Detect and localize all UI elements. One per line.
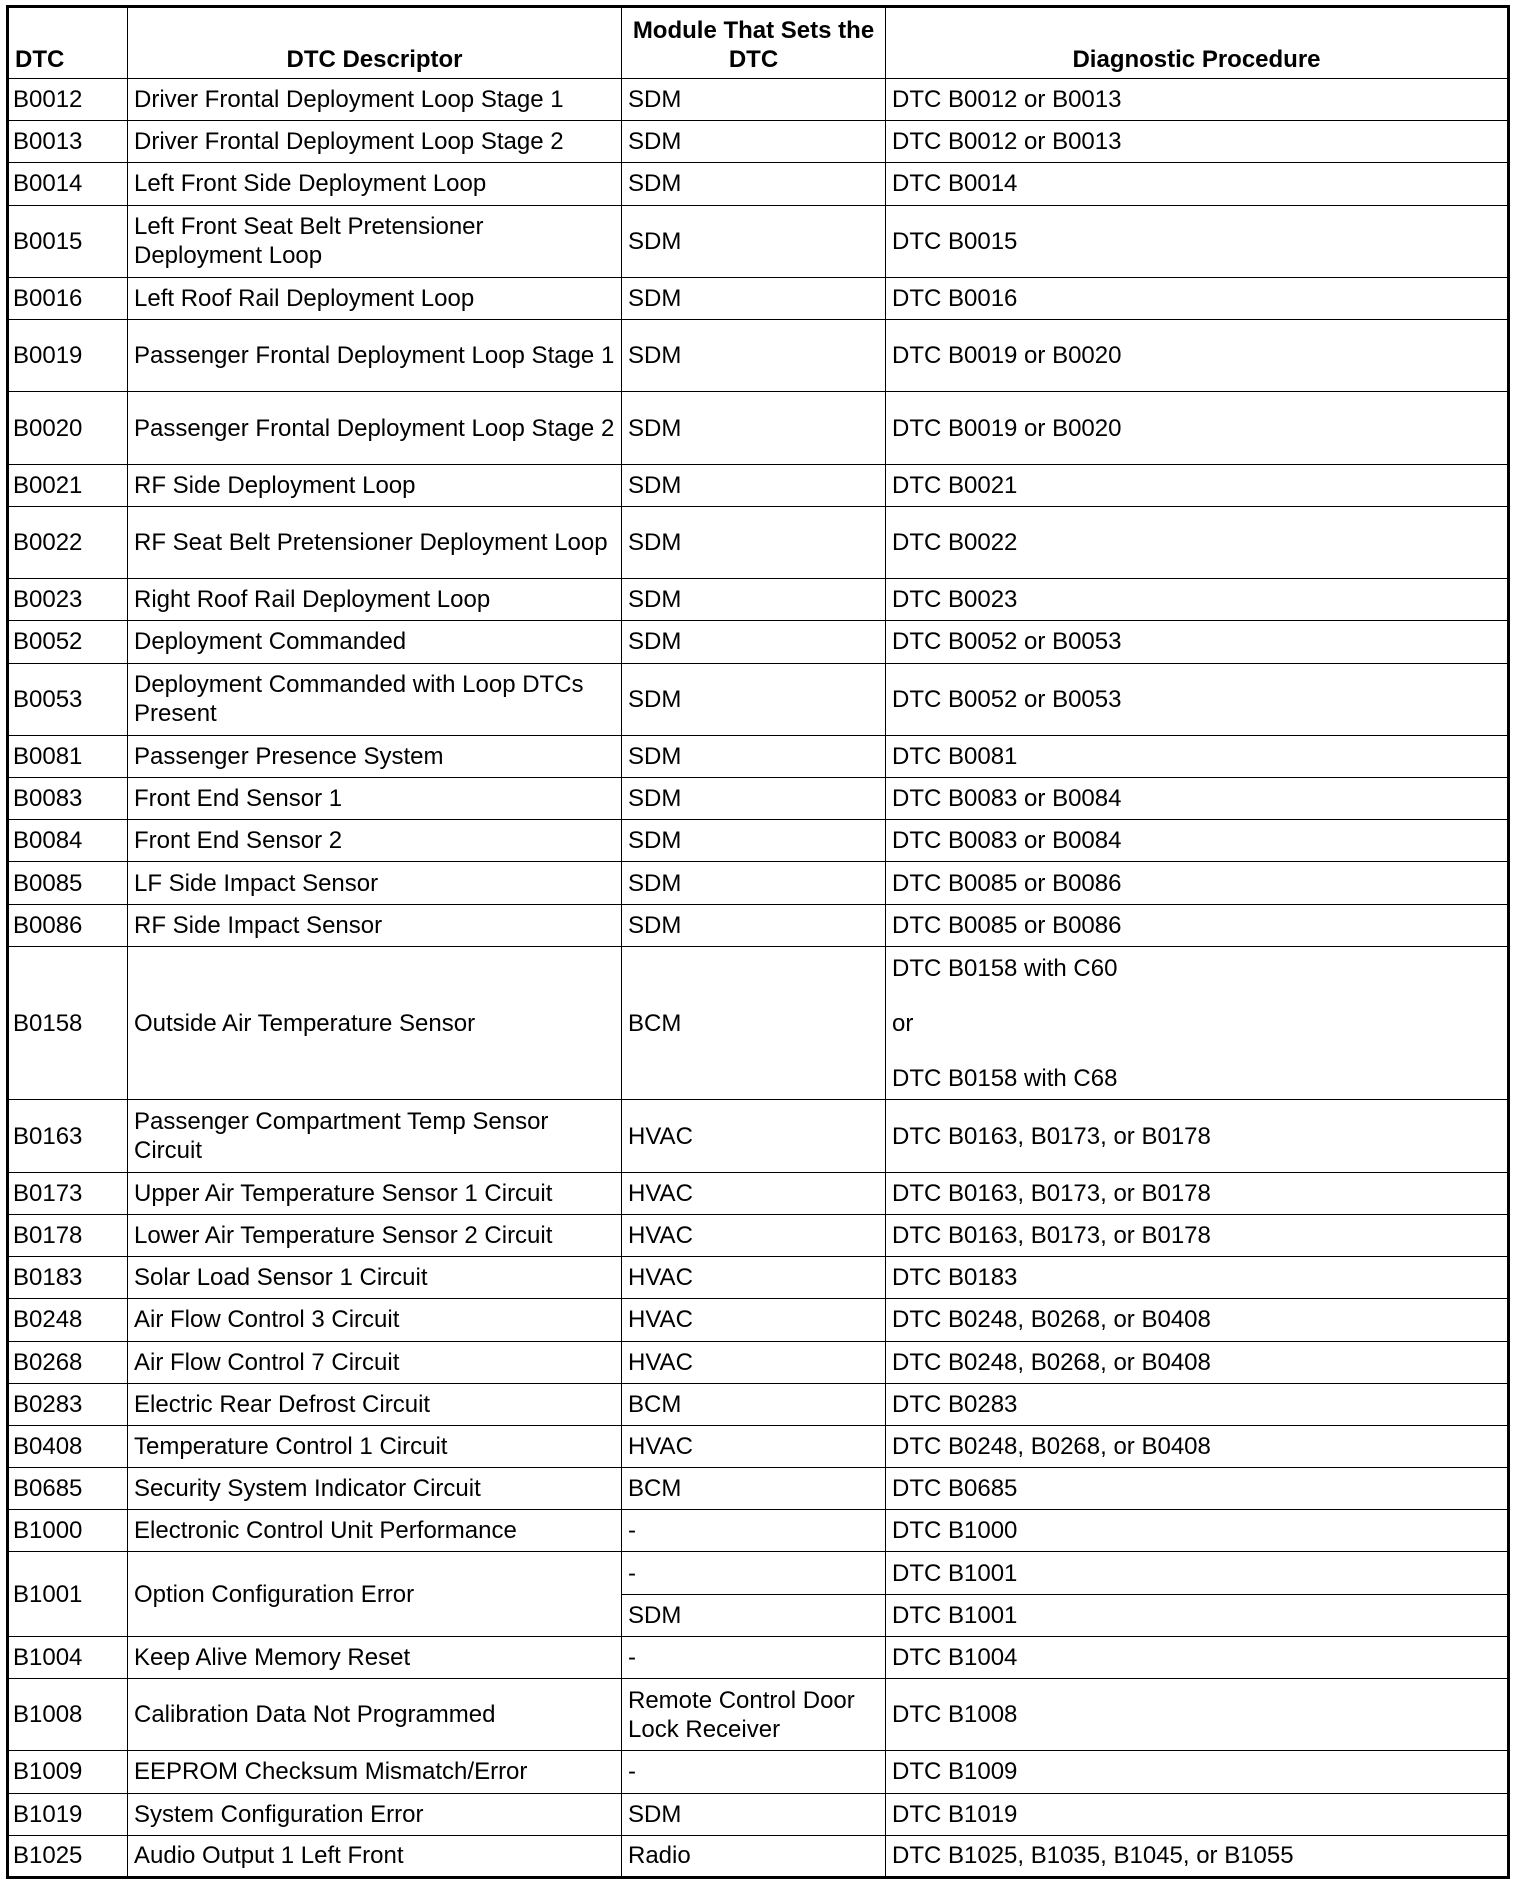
diagnostic-procedure: DTC B0248, B0268, or B0408 (886, 1299, 1509, 1341)
dtc-code: B0012 (8, 79, 128, 121)
dtc-descriptor: Outside Air Temperature Sensor (128, 946, 622, 1100)
dtc-code: B0084 (8, 820, 128, 862)
diagnostic-procedure: DTC B1009 (886, 1751, 1509, 1793)
dtc-code: B0173 (8, 1172, 128, 1214)
diagnostic-procedure: DTC B0015 (886, 205, 1509, 277)
table-row (8, 1214, 1509, 1256)
diagnostic-procedure: DTC B0083 or B0084 (886, 778, 1509, 820)
dtc-code: B0248 (8, 1299, 128, 1341)
dtc-descriptor: Lower Air Temperature Sensor 2 Circuit (128, 1214, 622, 1256)
table-row (8, 621, 1509, 663)
table-row (8, 79, 1509, 121)
module: SDM (622, 392, 886, 464)
dtc-descriptor: Solar Load Sensor 1 Circuit (128, 1257, 622, 1299)
table-row (8, 820, 1509, 862)
diagnostic-procedure: DTC B1025, B1035, B1045, or B1055 (886, 1835, 1509, 1877)
table-row (8, 1751, 1509, 1793)
dtc-descriptor: Passenger Frontal Deployment Loop Stage 2 (128, 392, 622, 464)
module: SDM (622, 320, 886, 392)
dtc-descriptor: Audio Output 1 Left Front (128, 1835, 622, 1877)
dtc-descriptor: RF Seat Belt Pretensioner Deployment Loop (128, 506, 622, 578)
table-row (8, 1425, 1509, 1467)
header-row (8, 7, 1509, 79)
dtc-descriptor: Keep Alive Memory Reset (128, 1636, 622, 1678)
dtc-descriptor: Security System Indicator Circuit (128, 1468, 622, 1510)
table-row (8, 163, 1509, 205)
module: SDM (622, 506, 886, 578)
dtc-code: B0053 (8, 663, 128, 735)
dtc-descriptor: Front End Sensor 1 (128, 778, 622, 820)
diagnostic-procedure: DTC B0685 (886, 1468, 1509, 1510)
dtc-code: B0052 (8, 621, 128, 663)
diagnostic-procedure: DTC B1001 (886, 1552, 1509, 1594)
module: SDM (622, 663, 886, 735)
module: HVAC (622, 1425, 886, 1467)
dtc-descriptor: Left Front Seat Belt Pretensioner Deployment Loop (128, 205, 622, 277)
procedure-line: DTC B0158 with C60 (892, 954, 1118, 982)
diagnostic-procedure: DTC B1001 (886, 1594, 1509, 1636)
module: SDM (622, 735, 886, 777)
table-row (8, 778, 1509, 820)
dtc-code: B0178 (8, 1214, 128, 1256)
table-row (8, 1341, 1509, 1383)
diagnostic-procedure: DTC B0163, B0173, or B0178 (886, 1172, 1509, 1214)
diagnostic-procedure: DTC B1019 (886, 1793, 1509, 1835)
dtc-descriptor: RF Side Impact Sensor (128, 904, 622, 946)
diagnostic-procedure: DTC B0081 (886, 735, 1509, 777)
table-row (8, 1793, 1509, 1835)
dtc-code: B0081 (8, 735, 128, 777)
header-module: Module That Sets the DTC (622, 7, 886, 79)
dtc-code: B0685 (8, 1468, 128, 1510)
dtc-descriptor: Right Roof Rail Deployment Loop (128, 579, 622, 621)
module: SDM (622, 579, 886, 621)
dtc-descriptor: Driver Frontal Deployment Loop Stage 2 (128, 121, 622, 163)
dtc-descriptor: Front End Sensor 2 (128, 820, 622, 862)
module: Remote Control Door Lock Receiver (622, 1679, 886, 1751)
module: - (622, 1552, 886, 1594)
table-row (8, 1468, 1509, 1510)
dtc-descriptor: Electronic Control Unit Performance (128, 1510, 622, 1552)
table-row (8, 506, 1509, 578)
header-dtc: DTC (8, 7, 128, 79)
header-descriptor: DTC Descriptor (128, 7, 622, 79)
dtc-descriptor: Passenger Frontal Deployment Loop Stage 1 (128, 320, 622, 392)
dtc-code: B1001 (8, 1552, 128, 1636)
table-row (8, 1552, 1509, 1594)
diagnostic-procedure: DTC B0022 (886, 506, 1509, 578)
dtc-code: B0023 (8, 579, 128, 621)
dtc-code: B1000 (8, 1510, 128, 1552)
module: HVAC (622, 1257, 886, 1299)
procedure-line: DTC B0158 with C68 (892, 1064, 1118, 1092)
dtc-code: B0020 (8, 392, 128, 464)
dtc-descriptor: RF Side Deployment Loop (128, 464, 622, 506)
table-row (8, 205, 1509, 277)
table-row (8, 121, 1509, 163)
diagnostic-procedure: DTC B0052 or B0053 (886, 621, 1509, 663)
dtc-code: B0016 (8, 277, 128, 319)
dtc-code: B1025 (8, 1835, 128, 1877)
table-row (8, 277, 1509, 319)
dtc-descriptor: Left Front Side Deployment Loop (128, 163, 622, 205)
module: HVAC (622, 1341, 886, 1383)
module: - (622, 1510, 886, 1552)
diagnostic-procedure: DTC B0085 or B0086 (886, 862, 1509, 904)
dtc-descriptor: Air Flow Control 7 Circuit (128, 1341, 622, 1383)
diagnostic-procedure: DTC B0248, B0268, or B0408 (886, 1341, 1509, 1383)
module: SDM (622, 778, 886, 820)
dtc-descriptor: Passenger Compartment Temp Sensor Circuit (128, 1100, 622, 1172)
dtc-code: B0163 (8, 1100, 128, 1172)
module: SDM (622, 121, 886, 163)
dtc-code: B0013 (8, 121, 128, 163)
module: SDM (622, 464, 886, 506)
dtc-descriptor: Air Flow Control 3 Circuit (128, 1299, 622, 1341)
table-row (8, 392, 1509, 464)
module: - (622, 1636, 886, 1678)
module: - (622, 1751, 886, 1793)
dtc-code: B1009 (8, 1751, 128, 1793)
table-row (8, 1100, 1509, 1172)
diagnostic-procedure: DTC B0052 or B0053 (886, 663, 1509, 735)
module: Radio (622, 1835, 886, 1877)
line-gap (892, 983, 1501, 1009)
diagnostic-procedure: DTC B0016 (886, 277, 1509, 319)
dtc-descriptor: Driver Frontal Deployment Loop Stage 1 (128, 79, 622, 121)
module: HVAC (622, 1172, 886, 1214)
table-row (8, 579, 1509, 621)
module: SDM (622, 1793, 886, 1835)
table-row (8, 663, 1509, 735)
dtc-code: B1019 (8, 1793, 128, 1835)
table-row (8, 1510, 1509, 1552)
dtc-descriptor: Passenger Presence System (128, 735, 622, 777)
dtc-code: B0408 (8, 1425, 128, 1467)
dtc-descriptor: Temperature Control 1 Circuit (128, 1425, 622, 1467)
module: HVAC (622, 1299, 886, 1341)
dtc-descriptor: Deployment Commanded (128, 621, 622, 663)
module: BCM (622, 1383, 886, 1425)
module: HVAC (622, 1100, 886, 1172)
dtc-descriptor: System Configuration Error (128, 1793, 622, 1835)
diagnostic-procedure: DTC B1008 (886, 1679, 1509, 1751)
line-gap (892, 1038, 1501, 1064)
diagnostic-procedure: DTC B0012 or B0013 (886, 121, 1509, 163)
module: HVAC (622, 1214, 886, 1256)
dtc-descriptor: Electric Rear Defrost Circuit (128, 1383, 622, 1425)
diagnostic-procedure (886, 946, 1509, 1100)
table-row (8, 946, 1509, 1100)
dtc-descriptor: EEPROM Checksum Mismatch/Error (128, 1751, 622, 1793)
dtc-code: B1004 (8, 1636, 128, 1678)
module: SDM (622, 820, 886, 862)
table-row (8, 1383, 1509, 1425)
diagnostic-procedure: DTC B0085 or B0086 (886, 904, 1509, 946)
diagnostic-procedure: DTC B0014 (886, 163, 1509, 205)
dtc-code: B0268 (8, 1341, 128, 1383)
dtc-code: B0015 (8, 205, 128, 277)
module: SDM (622, 205, 886, 277)
module: SDM (622, 621, 886, 663)
table-row (8, 1835, 1509, 1877)
dtc-code: B0086 (8, 904, 128, 946)
dtc-code: B0019 (8, 320, 128, 392)
diagnostic-procedure: DTC B0248, B0268, or B0408 (886, 1425, 1509, 1467)
diagnostic-procedure: DTC B0021 (886, 464, 1509, 506)
table-row (8, 862, 1509, 904)
procedure-line: or (892, 1009, 914, 1037)
diagnostic-procedure: DTC B0283 (886, 1383, 1509, 1425)
table-body (8, 79, 1509, 1878)
dtc-code: B0014 (8, 163, 128, 205)
table-row (8, 735, 1509, 777)
table-row (8, 1299, 1509, 1341)
table-row (8, 904, 1509, 946)
diagnostic-procedure: DTC B0163, B0173, or B0178 (886, 1100, 1509, 1172)
dtc-code: B0083 (8, 778, 128, 820)
table-row (8, 1257, 1509, 1299)
table-row (8, 1636, 1509, 1678)
dtc-code: B0183 (8, 1257, 128, 1299)
diagnostic-procedure: DTC B1000 (886, 1510, 1509, 1552)
dtc-descriptor: Left Roof Rail Deployment Loop (128, 277, 622, 319)
header-procedure: Diagnostic Procedure (886, 7, 1509, 79)
table-row (8, 1679, 1509, 1751)
diagnostic-procedure: DTC B0019 or B0020 (886, 392, 1509, 464)
diagnostic-procedure: DTC B1004 (886, 1636, 1509, 1678)
dtc-code: B0283 (8, 1383, 128, 1425)
module: SDM (622, 277, 886, 319)
module: SDM (622, 862, 886, 904)
module: BCM (622, 1468, 886, 1510)
module: SDM (622, 1594, 886, 1636)
dtc-code: B1008 (8, 1679, 128, 1751)
dtc-descriptor: Deployment Commanded with Loop DTCs Present (128, 663, 622, 735)
dtc-code: B0158 (8, 946, 128, 1100)
module: SDM (622, 163, 886, 205)
diagnostic-procedure: DTC B0012 or B0013 (886, 79, 1509, 121)
dtc-table (6, 5, 1510, 1879)
module: SDM (622, 904, 886, 946)
dtc-code: B0085 (8, 862, 128, 904)
diagnostic-procedure: DTC B0083 or B0084 (886, 820, 1509, 862)
module: SDM (622, 79, 886, 121)
diagnostic-procedure: DTC B0163, B0173, or B0178 (886, 1214, 1509, 1256)
table-row (8, 1172, 1509, 1214)
table-row (8, 320, 1509, 392)
dtc-code: B0022 (8, 506, 128, 578)
module: BCM (622, 946, 886, 1100)
diagnostic-procedure: DTC B0183 (886, 1257, 1509, 1299)
dtc-descriptor: Calibration Data Not Programmed (128, 1679, 622, 1751)
dtc-descriptor: Upper Air Temperature Sensor 1 Circuit (128, 1172, 622, 1214)
table-row (8, 464, 1509, 506)
diagnostic-procedure: DTC B0019 or B0020 (886, 320, 1509, 392)
dtc-descriptor: LF Side Impact Sensor (128, 862, 622, 904)
dtc-descriptor: Option Configuration Error (128, 1552, 622, 1636)
dtc-code: B0021 (8, 464, 128, 506)
diagnostic-procedure: DTC B0023 (886, 579, 1509, 621)
